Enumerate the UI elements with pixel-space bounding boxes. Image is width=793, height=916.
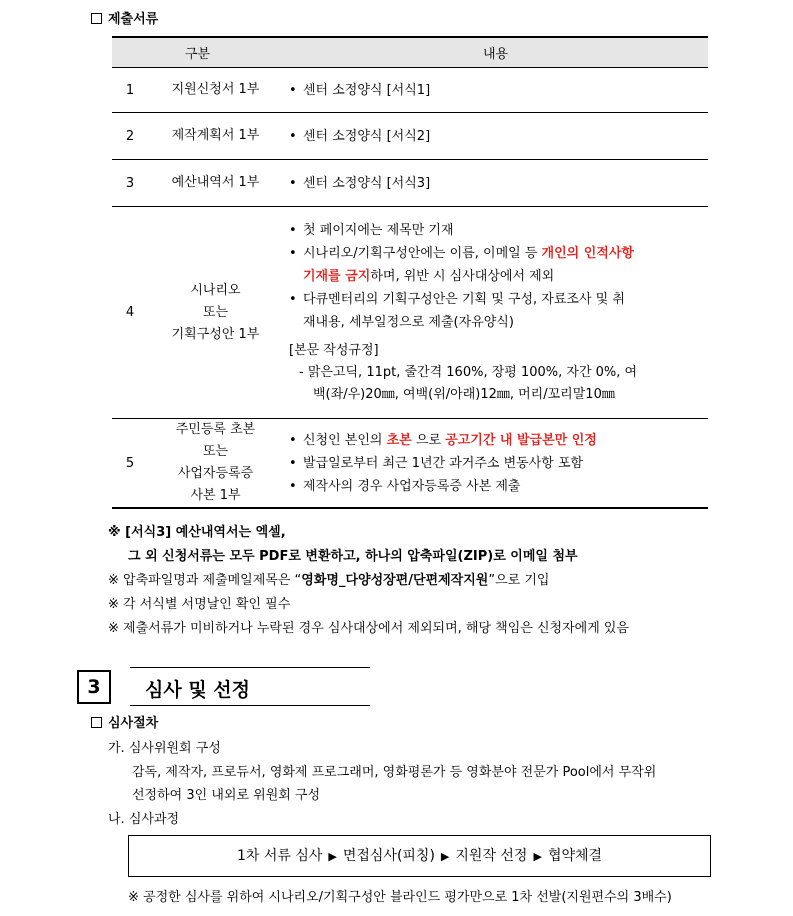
review-flow bbox=[128, 835, 711, 877]
list-item: • 다큐멘터리의 기획구성안은 기획 및 구성, 자료조사 및 취 재내용, 세부일정으로 제출(자유양식) bbox=[289, 292, 625, 330]
flow-step: 면접심사(피칭) bbox=[342, 848, 435, 864]
list-item: • 첫 페이지에는 제목만 기재 bbox=[289, 223, 454, 238]
table-row bbox=[112, 68, 708, 113]
header-category: 구분 bbox=[112, 37, 283, 68]
flow-step: 지원작 선정 bbox=[455, 848, 528, 864]
list-item: • 신청인 본인의 초본 으로 공고기간 내 발급본만 인정 bbox=[289, 432, 597, 448]
list-item: • 제작사의 경우 사업자등록증 사본 제출 bbox=[289, 478, 521, 494]
committee-text: 선정하여 3인 내외로 위원회 구성 bbox=[132, 788, 321, 803]
list-item: • 발급일로부터 최근 1년간 과거주소 변동사항 포함 bbox=[289, 455, 584, 471]
row-number: 3 bbox=[112, 160, 148, 207]
committee-heading: 가. 심사위원회 구성 bbox=[108, 741, 221, 756]
section-number: 3 bbox=[77, 670, 111, 704]
documents-table bbox=[112, 36, 708, 509]
note-filename: ※ 압축파일명과 제출메일제목은 “영화명_다양성장편/단편제작지원”으로 기입 bbox=[108, 573, 550, 588]
row-kind: 주민등록 초본 또는 사업자등록증 사본 1부 bbox=[148, 419, 283, 509]
header-content: 내용 bbox=[283, 37, 708, 68]
list-item: • 센터 소정양식 [서식3] bbox=[289, 175, 431, 191]
row-number: 2 bbox=[112, 113, 148, 160]
rule-text: 백(좌/우)20㎜, 여백(위/아래)12㎜, 머리/꼬리말10㎜ bbox=[313, 387, 615, 402]
row-number: 4 bbox=[112, 207, 148, 419]
list-item: • 시나리오/기획구성안에는 이름, 이메일 등 개인의 인적사항 기재를 금지하며, 위반 시 심사대상에서 제외 bbox=[289, 246, 634, 284]
checkbox-square-icon bbox=[91, 13, 102, 24]
note-missing: ※ 제출서류가 미비하거나 누락된 경우 심사대상에서 제외되며, 해당 책임은 신청자에게 있음 bbox=[108, 621, 629, 636]
row-kind: 지원신청서 1부 bbox=[148, 68, 283, 113]
table-row bbox=[112, 207, 708, 419]
flow-note: ※ 공정한 심사를 위하여 시나리오/기획구성안 블라인드 평가만으로 1차 선발(지원편수의 3배수) bbox=[128, 890, 672, 905]
row-kind: 예산내역서 1부 bbox=[148, 160, 283, 207]
rule-text: - 맑은고딕, 11pt, 줄간격 160%, 장평 100%, 자간 0%, 여 bbox=[299, 365, 638, 380]
table-row bbox=[112, 160, 708, 207]
row-kind: 제작계획서 1부 bbox=[148, 113, 283, 160]
rule-title: [본문 작성규정] bbox=[289, 343, 379, 358]
arrow-right-icon: ▶ bbox=[440, 850, 450, 863]
committee-text: 감독, 제작자, 프로듀서, 영화제 프로그래머, 영화평론가 등 영화분야 전문가 Pool에서 무작위 bbox=[132, 765, 657, 780]
flow-step: 협약체결 bbox=[547, 848, 603, 864]
arrow-right-icon: ▶ bbox=[533, 850, 542, 863]
table-row bbox=[112, 419, 708, 509]
process-heading: 나. 심사과정 bbox=[108, 812, 180, 827]
list-item: • 센터 소정양식 [서식1] bbox=[289, 82, 431, 98]
note-format-detail: 그 외 신청서류는 모두 PDF로 변환하고, 하나의 압축파일(ZIP)로 이메일 첨부 bbox=[128, 549, 578, 564]
checkbox-square-icon bbox=[91, 717, 102, 728]
arrow-right-icon: ▶ bbox=[328, 850, 337, 863]
section-line-top bbox=[130, 667, 370, 668]
review-process-heading: 심사절차 bbox=[91, 712, 158, 731]
table-row bbox=[112, 113, 708, 160]
list-item: • 센터 소정양식 [서식2] bbox=[289, 128, 431, 144]
section-title: 심사 및 선정 bbox=[145, 679, 250, 701]
flow-step: 1차 서류 심사 bbox=[236, 848, 323, 864]
section-line-bottom bbox=[130, 705, 370, 706]
row-kind: 시나리오 또는 기획구성안 1부 bbox=[148, 207, 283, 419]
section-docs-heading: 제출서류 bbox=[91, 8, 158, 27]
row-number: 1 bbox=[112, 68, 148, 113]
row-number: 5 bbox=[112, 419, 148, 509]
note-format: ※ [서식3] 예산내역서는 엑셀, bbox=[108, 525, 286, 540]
note-signature: ※ 각 서식별 서명날인 확인 필수 bbox=[108, 597, 291, 612]
